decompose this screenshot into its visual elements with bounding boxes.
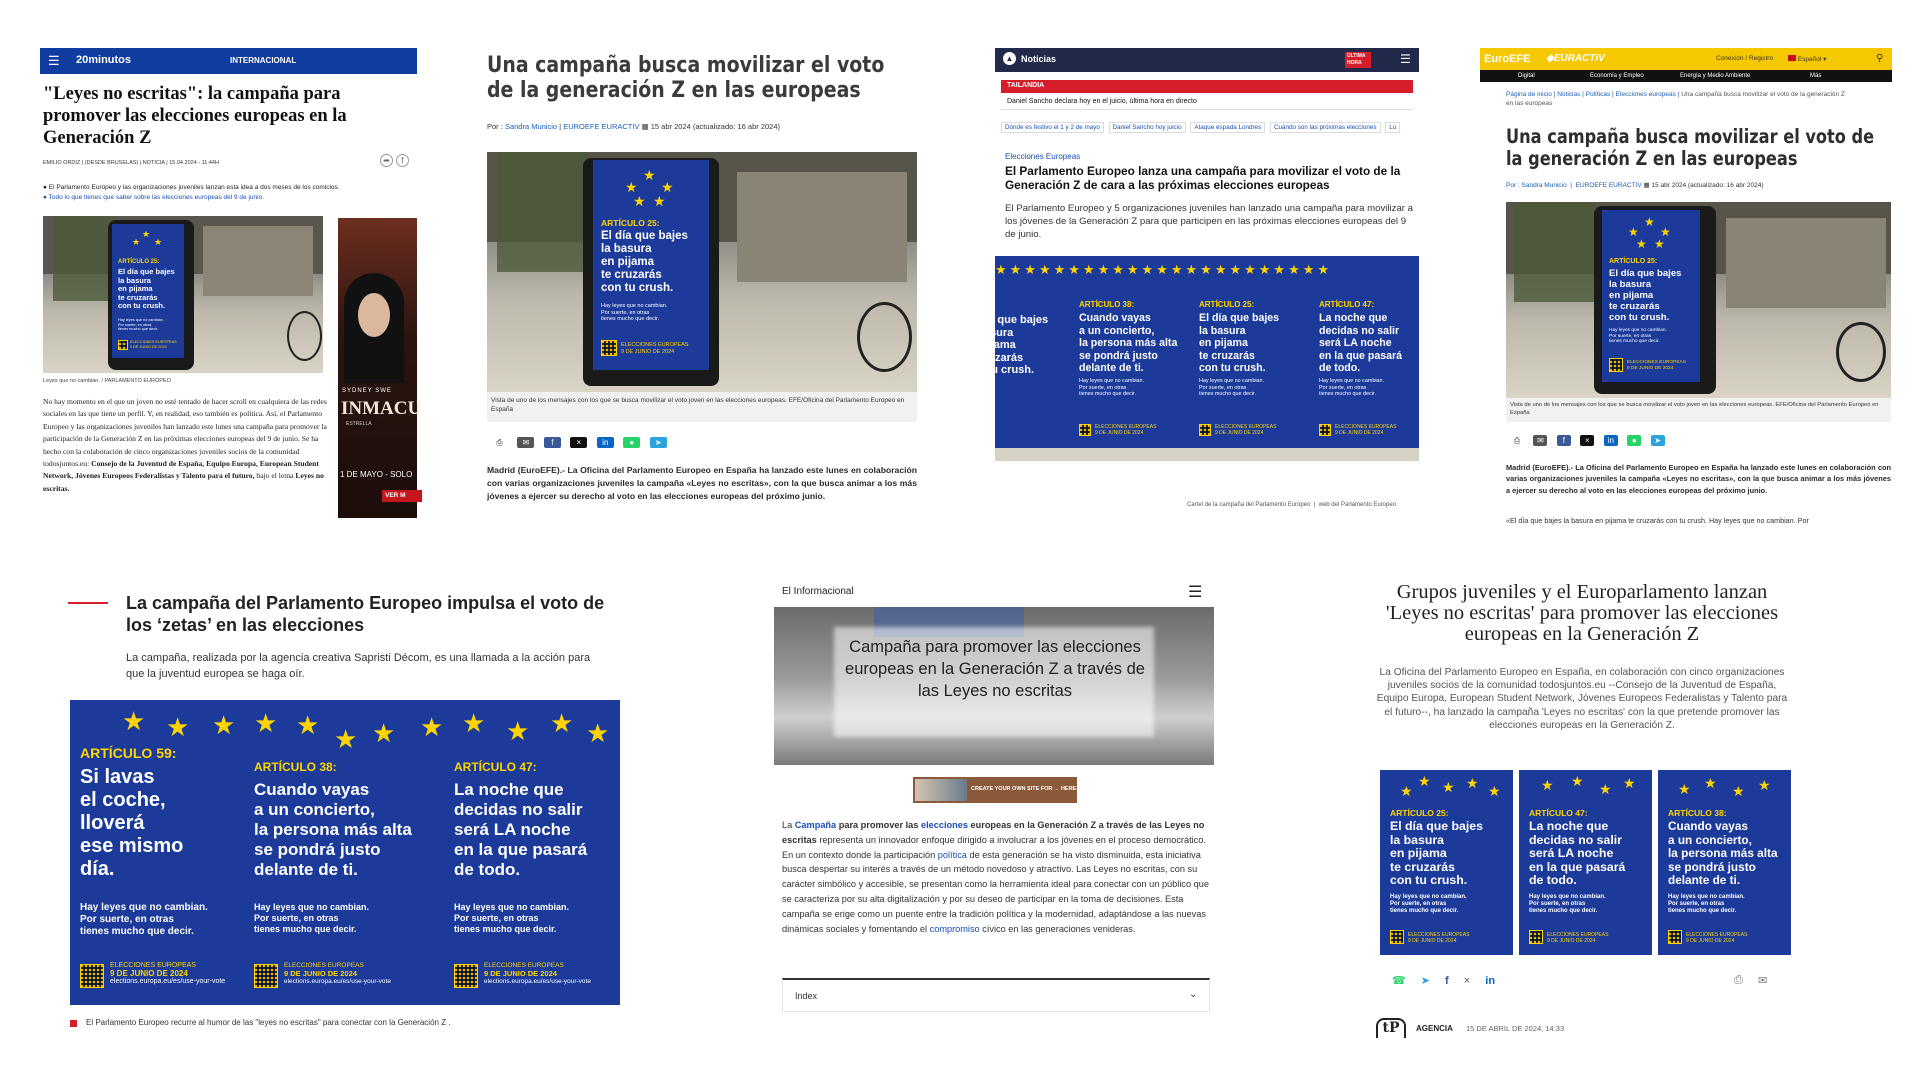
facebook-icon[interactable]: f <box>396 154 409 167</box>
share-bar <box>1510 430 1670 448</box>
qr-code <box>118 340 128 350</box>
poster-a47: ARTÍCULO 47: La noche que decidas no salir será LA noche en la que pasará de todo. Hay leyes que no cambian. Por suerte, en otras tienes mucho que decir. ELECCIONES EUROPEAS 9 DE JUNIO DE 2024 <box>1319 300 1403 436</box>
poster-footer: ELECCIONES EUROPEAS 9 DE JUNIO DE 2024 <box>130 340 177 349</box>
lead-text: Madrid (EuroEFE).- La Oficina del Parlamento Europeo en España ha lanzado este lunes en colaboración con varias organizaciones juveniles la campaña «Leyes no escritas», con la que busca animar a los más jóvenes a ejercer su derecho al voto en las elecciones europeas del próximo junio. <box>1506 463 1891 495</box>
menu-icon[interactable]: ☰ <box>1188 584 1203 601</box>
poster-headline: El día que bajes la basura en pijama te cruzarás con tu crush. <box>118 267 175 310</box>
facebook-icon[interactable]: f <box>544 437 561 448</box>
byline: Por : Sandra Municio | EUROEFE EURACTIV ▦ 15 abr 2024 (actualizado: 16 abr 2024) <box>1506 182 1764 189</box>
social-share <box>1392 974 1495 987</box>
subtitle: La campaña, realizada por la agencia creativa Sapristi Décom, es una llamada a la acción para que la juventud europea se haga oír. <box>126 652 591 680</box>
author-link[interactable]: Sandra Municio <box>504 122 558 131</box>
euractiv-logo[interactable]: ◆EURACTIV <box>1546 53 1605 64</box>
agency-label: AGENCIA <box>1416 1024 1453 1033</box>
topic-link[interactable]: Dónde es festivo el 1 y 2 de mayo <box>1001 122 1104 133</box>
facebook-icon[interactable]: f <box>1445 975 1449 987</box>
site-header <box>40 48 417 74</box>
movie-ad[interactable] <box>338 218 422 518</box>
breadcrumb: Página de inicio | Noticias | Políticas | Elecciones europeas | Una campaña busca movilizar el voto de la generación Z en las europeas <box>1506 91 1845 107</box>
site-brand[interactable]: El Informacional <box>782 586 854 597</box>
flag-icon <box>1788 55 1796 61</box>
email-icon[interactable]: ✉ <box>517 437 534 448</box>
section-label[interactable]: Elecciones Europeas <box>1005 152 1081 161</box>
lead-text: Madrid (EuroEFE).- La Oficina del Parlamento Europeo en España ha lanzado este lunes en colaboración con varias organizaciones juveniles la campaña «Leyes no escritas», con la que busca animar a los más jóvenes a ejercer su derecho al voto en las elecciones europeas del próximo junio. <box>487 465 917 502</box>
breadcrumb-link[interactable]: Elecciones europeas <box>1615 91 1676 98</box>
promo-banner[interactable] <box>913 777 1077 803</box>
chevron-down-icon[interactable]: ⌄ <box>1189 989 1198 1000</box>
poster-a25: ★ ★ ★ ★ ★ ARTÍCULO 25: El día que bajes la basura en pijama te cruzarás con tu crush. Hay leyes que no cambian. Por suerte, en otras tienes mucho que decir. ELECCIONES EUROPEAS 9 DE JUNIO DE 2024 <box>1380 770 1513 955</box>
email-icon[interactable]: ✉ <box>1533 435 1547 446</box>
breaking-tag: TAILANDIA <box>1001 80 1413 93</box>
poster-small-text: Hay leyes que no cambian. Por suerte, en otras tienes mucho que decir. <box>118 318 164 331</box>
linkedin-icon[interactable]: in <box>1604 435 1618 446</box>
caption-marker <box>70 1020 77 1027</box>
calendar-icon: ▦ <box>641 122 649 131</box>
poster-a25: ★ ★ ★ ★ ★ ARTÍCULO 25: El día que bajes la basura en pijama te cruzarás con tu crush. Hay leyes que no cambian. Por suerte, en otras tienes mucho que decir. ELECCIONES EUROPEAS 9 DE JUNIO DE 2024 <box>593 160 709 370</box>
breaking-link[interactable]: Daniel Sancho declara hoy en el juicio, última hora en directo <box>1001 96 1413 110</box>
wall-base <box>995 448 1419 461</box>
telegram-icon[interactable]: ➤ <box>1651 435 1665 446</box>
article-title: El Parlamento Europeo lanza una campaña para movilizar el voto de la Generación Z de cara a las próximas elecciones europeas <box>1005 164 1401 192</box>
print-icon[interactable]: ⎙ <box>1513 436 1521 445</box>
link-politica[interactable]: política <box>937 849 967 860</box>
site-logo[interactable]: 20minutos <box>76 54 132 66</box>
topics-bar <box>1001 124 1419 136</box>
poster-footer: ELECCIONES EUROPEAS 9 DE JUNIO DE 2024 <box>621 342 689 355</box>
agency-logo: tP <box>1376 1018 1406 1038</box>
nav-item[interactable]: Energía y Medio Ambiente <box>1680 73 1751 79</box>
email-icon[interactable]: ✉ <box>1758 975 1768 987</box>
article-title: "Leyes no escritas": la campaña para promover las elecciones europeas en la Generación Z <box>43 84 347 148</box>
article-title: Una campaña busca movilizar el voto de la generación Z en las europeas <box>487 53 885 103</box>
poster-a25: ★ ★ ★ ★ ★ ARTÍCULO 25: El día que bajes la basura en pijama te cruzarás con tu crush. Hay leyes que no cambian. Por suerte, en otras tienes mucho que decir. ELECCIONES EUROPEAS 9 DE JUNIO DE 2024 <box>1602 210 1700 382</box>
poster-small-text: Hay leyes que no cambian. Por suerte, en otras tienes mucho que decir. <box>601 303 668 322</box>
site-header <box>1480 48 1892 70</box>
panel-20minutos <box>40 48 422 533</box>
article-title: La campaña del Parlamento Europeo impulsa el voto de los ‘zetas’ en las elecciones <box>126 593 605 635</box>
facebook-icon[interactable]: f <box>1557 435 1571 446</box>
stars-row: ★★★★★★★★★★★★★★★★★★★★★★★ <box>995 262 1333 277</box>
hero-title: Campaña para promover las elecciones europeas en la Generación Z a través de las Leyes no escritas <box>845 638 1145 700</box>
category-nav <box>1480 70 1892 82</box>
breadcrumb-link[interactable]: Políticas <box>1585 91 1611 98</box>
caption-box: Vista de uno de los mensajes con los que se busca movilizar el voto joven en las elecciones europeas. EFE/Oficina del Parlamento Europeo en España <box>1506 398 1891 422</box>
topic-link[interactable]: Lu <box>1385 122 1400 133</box>
print-icon[interactable]: ⎙ <box>1734 974 1743 986</box>
whatsapp-icon[interactable]: ☎ <box>1392 975 1406 987</box>
index-label: Index <box>795 991 818 1001</box>
triple-poster: ★ ★ ★ ★ ★ ★ ★ ★ ★ ★ ★ ★ ARTÍCULO 59: Si lavas el coche, lloverá ese mismo día. Hay leyes que no cambian. Por suerte, en otras tienes mucho que decir. ELECCIONES EUROPEAS 9 DE JUNIO DE 2024 elections.europa.eu/es/use-your-vote ARTÍCULO 38: Cuando vayas a un concierto, la persona más alta se pondrá justo delante de ti. Hay leyes que no cambian. Por suerte, en otras tienes mucho que decir. ELECCIONES EUROPEAS 9 DE JUNIO DE 2024 elections.europa.eu/es/use-your-vote ARTÍCULO 47: La noche que decidas no salir será LA noche en la que pasará de todo. Hay leyes que no cambian. Por suerte, en otras tienes mucho que decir. ELECCIONES EUROPEAS 9 DE JUNIO DE 2024 elections.europa.eu/es/use-your-vote <box>70 700 620 1005</box>
nav-item[interactable]: Más <box>1810 73 1822 79</box>
poster-article: ARTÍCULO 25: <box>601 218 660 228</box>
bullet-1: ● El Parlamento Europeo y las organizaciones juveniles lanzan esta idea a dos meses de los comicios. <box>43 184 340 191</box>
link-compromiso[interactable]: compromiso <box>929 923 980 934</box>
poster-partial: El día que bajes la basura en pijama te cruzarás con tu crush. <box>965 314 1049 376</box>
red-rule <box>68 602 108 604</box>
outlet-link[interactable]: EUROEFE EURACTIV <box>563 122 640 131</box>
byline: EMILIO ORDIZ | (DESDE BRUSELAS) | NOTICIA | 15.04.2024 - 11:44H <box>43 160 219 166</box>
section-label[interactable]: INTERNACIONAL <box>230 56 297 65</box>
poster-a38: ARTÍCULO 38: Cuando vayas a un concierto, la persona más alta se pondrá justo delante de ti. Hay leyes que no cambian. Por suerte, en otras tienes mucho que decir. ELECCIONES EUROPEAS 9 DE JUNIO DE 2024 <box>1079 300 1178 436</box>
telegram-icon[interactable]: ➤ <box>1420 975 1430 987</box>
caption-box: Vista de uno de los mensajes con los que se busca movilizar el voto joven en las elecciones europeas. EFE/Oficina del Parlamento Europeo en España <box>487 392 917 422</box>
ad-title: INMACU <box>341 398 422 419</box>
panel-grupos-juveniles <box>1372 578 1792 1038</box>
image-caption: Cartel de la campaña del Parlamento Europeo | web del Parlamento Europeo <box>1187 502 1397 508</box>
lead-text: La Oficina del Parlamento Europeo en España, en colaboración con cinco organizaciones juveniles socios de la comunidad todosjuntos.eu --Consejo de la Juventud de España, Equipo Europa, European Student Network, Jóvenes Europeos Federalistas y Talento para el futuro--, ha lanzado la campaña 'Leyes no escritas' con la que pretende promover las elecciones europeas en la Generación Z. <box>1376 667 1788 731</box>
article-title: Una campaña busca movilizar el voto de la generación Z en las europeas <box>1506 125 1875 170</box>
face <box>358 293 390 337</box>
share-icon[interactable]: ➦ <box>380 154 393 167</box>
panel-euroefe <box>487 48 920 533</box>
login-link[interactable]: Conexión / Registro <box>1716 55 1774 62</box>
topic-link[interactable]: Cuándo son las próximas elecciones <box>1270 122 1381 133</box>
ad-actor: SYDNEY SWE <box>342 388 392 394</box>
poster-a47: ★ ★ ★ ★ ARTÍCULO 47: La noche que decidas no salir será LA noche en la que pasará de todo. Hay leyes que no cambian. Por suerte, en otras tienes mucho que decir. ELECCIONES EUROPEAS 9 DE JUNIO DE 2024 <box>1519 770 1652 955</box>
ad-subtitle: ESTRELLA <box>346 421 372 427</box>
poster-a25: ★ ★ ★ ARTÍCULO 25: El día que bajes la basura en pijama te cruzarás con tu crush. Hay leyes que no cambian. Por suerte, en otras tienes mucho que decir. ELECCIONES EUROPEAS 9 DE JUNIO DE 2024 <box>112 224 184 358</box>
breadcrumb-current: Una campaña busca movilizar el voto de la generación Z en las europeas <box>1506 91 1845 107</box>
x-icon[interactable]: × <box>1463 975 1471 987</box>
lead-text: El Parlamento Europeo y 5 organizaciones juveniles han lanzado una campaña para movilizar a los jóvenes de la Generación Z para que participen en las próximas elecciones europeas del 9 de junio. <box>1005 203 1413 240</box>
menu-icon[interactable]: ☰ <box>1400 52 1411 66</box>
index-dropdown[interactable] <box>782 978 1210 1012</box>
linkedin-icon[interactable]: in <box>1485 975 1496 987</box>
quote-text: «El día que bajes la basura en pijama te cruzarás con tu crush. Hay leyes que no cambian. Por <box>1506 516 1809 525</box>
banner-text: CREATE YOUR OWN SITE FOR → HERE! <box>971 786 1079 792</box>
euroefe-logo[interactable]: EuroEFE <box>1484 53 1531 65</box>
article-title: Grupos juveniles y el Europarlamento lanzan 'Leyes no escritas' para promover las elecciones europeas en la Generación Z <box>1385 581 1779 645</box>
antena3-logo-icon[interactable]: ▲ <box>1003 52 1016 65</box>
whatsapp-icon[interactable]: ● <box>623 437 640 448</box>
poster-article: ARTÍCULO 25: <box>118 259 160 265</box>
site-header <box>995 48 1419 72</box>
article-body: La Campaña para promover las elecciones europeas en la Generación Z a través de las Leyes no escritas representa un innovador enfoque dirigido a involucrar a los jóvenes en el proceso democrático. En un contexto donde la participación política de esta generación se ha visto disminuida, esta iniciativa busca despertar su interés a través de un método novedoso y atractivo. Las Leyes no escritas, con su carácter simbólico y accesible, se presentan como la herramienta ideal para conectar con un público que se caracteriza por su alta digitalización y por su deseo de participar en la toma de decisiones. Esta campaña se erige como un puente entre la tradición política y la modernidad, adaptándose a las nuevas dinámicas sociales y fomentando el compromiso cívico en las generaciones venideras. <box>782 820 1209 934</box>
bullet-2[interactable]: ● Todo lo que tienes que saber sobre las elecciones europeas del 9 de junio. <box>43 194 264 201</box>
poster-a38: ★ ★ ★ ★ ARTÍCULO 38: Cuando vayas a un concierto, la persona más alta se pondrá justo delante de ti. Hay leyes que no cambian. Por suerte, en otras tienes mucho que decir. ELECCIONES EUROPEAS 9 DE JUNIO DE 2024 <box>1658 770 1791 955</box>
poster-headline: El día que bajes la basura en pijama te cruzarás con tu crush. <box>601 230 688 294</box>
search-icon[interactable]: ⚲ <box>1876 53 1884 64</box>
menu-icon[interactable]: ☰ <box>48 53 60 68</box>
publish-date: 15 DE ABRIL DE 2024, 14:33 <box>1466 1024 1565 1033</box>
ad-button[interactable]: VER M <box>382 490 422 502</box>
x-icon[interactable]: × <box>570 437 587 448</box>
banner-image <box>915 779 967 801</box>
poster-a25: ARTÍCULO 25: El día que bajes la basura en pijama te cruzarás con tu crush. Hay leyes que no cambian. Por suerte, en otras tienes mucho que decir. ELECCIONES EUROPEAS 9 DE JUNIO DE 2024 <box>1199 300 1280 436</box>
topic-link[interactable]: Daniel Sancho hoy juicio <box>1109 122 1186 133</box>
panel-el-informacional <box>770 578 1216 1018</box>
whatsapp-icon[interactable]: ● <box>1627 435 1641 446</box>
link-elecciones[interactable]: elecciones <box>920 820 968 830</box>
breadcrumb-link[interactable]: Página de inicio <box>1506 91 1552 98</box>
linkedin-icon[interactable]: in <box>597 437 614 448</box>
topic-link[interactable]: Ataque espada Londres <box>1190 122 1265 133</box>
panel-euroefe-euractiv <box>1480 48 1892 533</box>
qr-code <box>601 340 617 356</box>
nav-item[interactable]: Economía y Empleo <box>1590 73 1644 79</box>
language-select[interactable]: Español ▾ <box>1788 55 1826 63</box>
image-caption: Leyes que no cambian. / PARLAMENTO EUROPEO <box>43 378 171 384</box>
site-brand[interactable]: Noticias <box>1021 54 1057 64</box>
print-icon[interactable]: ⎙ <box>496 438 503 447</box>
telegram-icon[interactable]: ➤ <box>650 437 667 448</box>
nav-item[interactable]: Digital <box>1518 73 1535 79</box>
breadcrumb-link[interactable]: Noticias <box>1557 91 1581 98</box>
x-icon[interactable]: × <box>1580 435 1594 446</box>
image-caption: El Parlamento Europeo recurre al humor de las "leyes no escritas" para conectar con la Generación Z . <box>86 1018 451 1027</box>
byline: Por : Sandra Municio | EUROEFE EURACTIV ▦ 15 abr 2024 (actualizado: 16 abr 2024) <box>487 122 781 131</box>
ad-date: 1 DE MAYO - SOLO <box>340 470 413 479</box>
article-body: No hay momento en el que un joven no esté tentado de hacer scroll en cualquiera de las redes sociales en las que tiene un perfil. Y, en realidad, eso también es política. Así, el Parlamento Europeo y las organizaciones juveniles han lanzado este lunes una campaña para promover la participación de la Generación Z en las próximas elecciones europeas del 9 de junio. Se ha hecho con la colaboración de cinco organizaciones juveniles socios de la comunidad todosjuntos.eu: Consejo de la Juventud de España, Equipo Europa, European Student Network, Jóvenes Europeos Federalistas y Talento para el futuro, bajo el lema Leyes no escritas. <box>43 397 327 493</box>
share-bar <box>491 432 672 450</box>
panel-antena3 <box>965 48 1419 518</box>
panel-zetas <box>68 580 623 1035</box>
live-badge[interactable]: ÚLTIMA HORA <box>1345 52 1371 68</box>
link-campana[interactable]: Campaña <box>794 820 837 830</box>
